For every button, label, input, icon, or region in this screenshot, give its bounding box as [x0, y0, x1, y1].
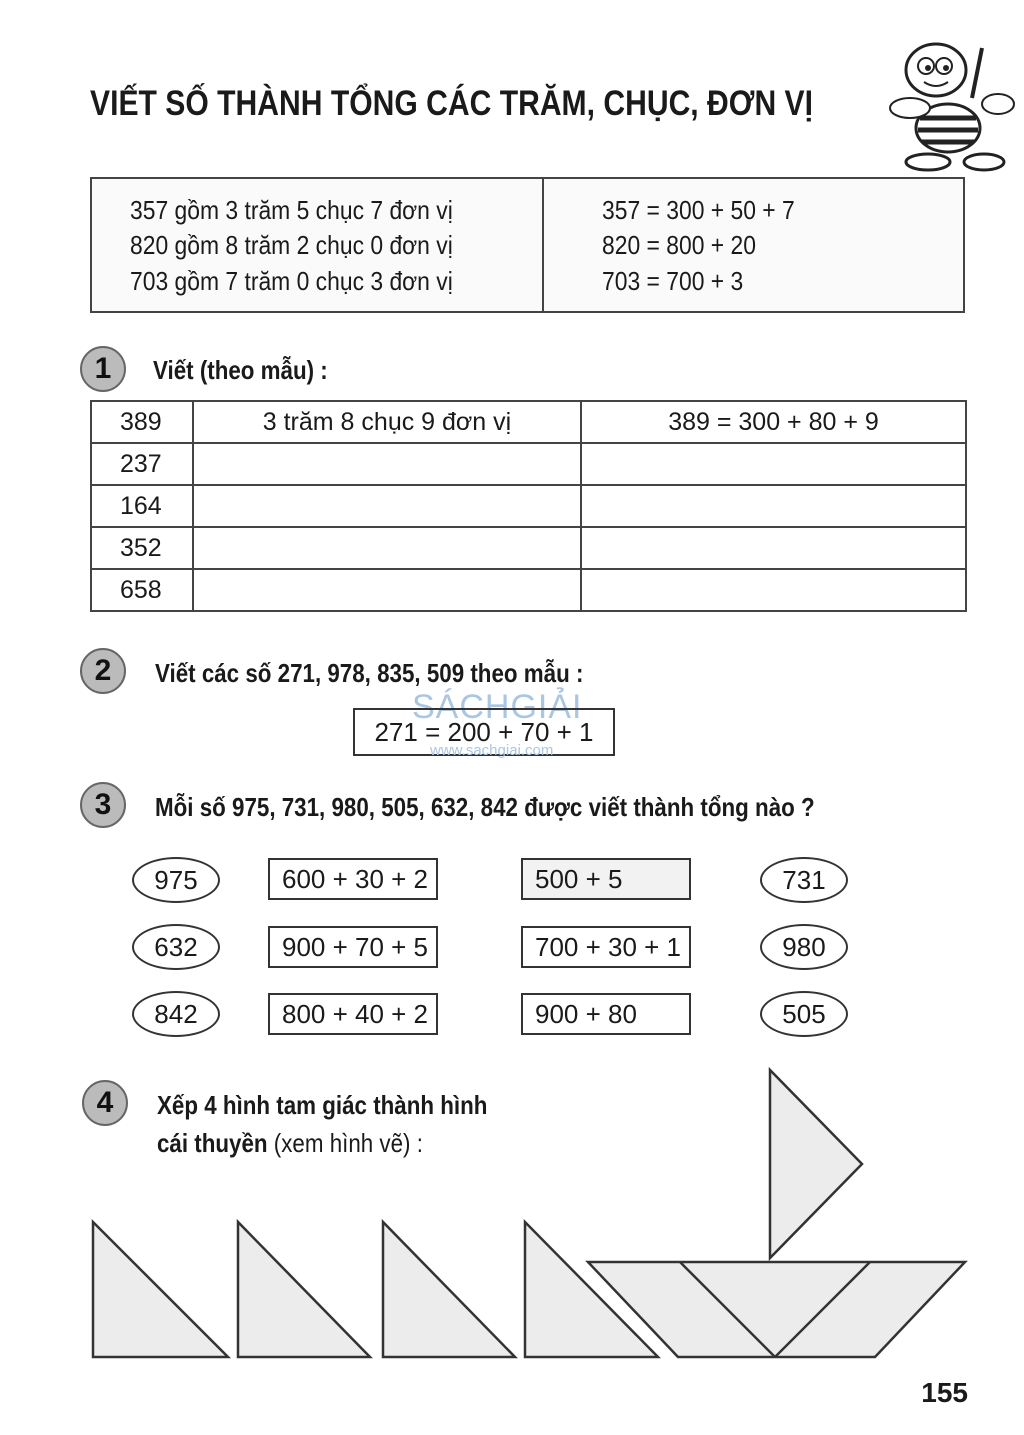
page-title: VIẾT SỐ THÀNH TỔNG CÁC TRĂM, CHỤC, ĐƠN VỊ [90, 84, 813, 123]
watermark-url: www.sachgiai.com [430, 742, 554, 759]
page-number: 155 [921, 1377, 968, 1408]
number-oval[interactable]: 731 [760, 857, 848, 903]
table-row [91, 569, 966, 611]
watermark-brand: SÁCHGIẢI [412, 688, 583, 726]
sum-box[interactable]: 500 + 5 [521, 858, 691, 900]
boat-sail [770, 1070, 862, 1258]
sample-left-line: 820 gồm 8 trăm 2 chục 0 đơn vị [130, 230, 453, 260]
table-cell-words[interactable] [193, 485, 581, 527]
table-cell-sum: 389 = 300 + 80 + 9 [581, 401, 966, 443]
table-cell-sum[interactable] [581, 569, 966, 611]
question-number-badge: 1 [80, 346, 126, 392]
sample-right-line: 820 = 800 + 20 [602, 230, 756, 260]
sum-box[interactable]: 800 + 40 + 2 [268, 993, 438, 1035]
triangle-piece[interactable] [383, 1222, 515, 1357]
sample-left-line: 357 gồm 3 trăm 5 chục 7 đơn vị [130, 195, 453, 225]
table-cell-number: 237 [91, 443, 193, 485]
table-cell-words[interactable] [193, 569, 581, 611]
table-cell-sum[interactable] [581, 527, 966, 569]
triangle-piece[interactable] [93, 1222, 228, 1357]
sample-right-line: 357 = 300 + 50 + 7 [602, 195, 795, 225]
number-oval[interactable]: 842 [132, 991, 220, 1037]
table-row [91, 485, 966, 527]
question-1-table [90, 400, 967, 612]
table-cell-words[interactable] [193, 443, 581, 485]
boat-word: cái thuyền [157, 1128, 268, 1158]
table-cell-words[interactable] [193, 527, 581, 569]
question-2-example-box: 271 = 200 + 70 + 1 [353, 708, 615, 756]
table-cell-sum[interactable] [581, 485, 966, 527]
sample-left-line: 703 gồm 7 trăm 0 chục 3 đơn vị [130, 266, 453, 296]
number-oval[interactable]: 632 [132, 924, 220, 970]
table-cell-number: 164 [91, 485, 193, 527]
bee-mascot-icon [888, 38, 1018, 178]
sample-box [90, 177, 965, 313]
question-4-text-line1: Xếp 4 hình tam giác thành hình [157, 1090, 488, 1120]
question-1-text: Viết (theo mẫu) : [153, 355, 328, 385]
table-row [91, 443, 966, 485]
table-cell-words: 3 trăm 8 chục 9 đơn vị [193, 401, 581, 443]
table-row [91, 401, 966, 443]
question-number-badge: 2 [80, 648, 126, 694]
number-oval[interactable]: 980 [760, 924, 848, 970]
table-cell-number: 658 [91, 569, 193, 611]
sum-box[interactable]: 900 + 80 [521, 993, 691, 1035]
question-4-text-rest: (xem hình vẽ) : [267, 1128, 423, 1158]
question-number-badge: 4 [82, 1080, 128, 1126]
table-cell-sum[interactable] [581, 443, 966, 485]
question-3-text: Mỗi số 975, 731, 980, 505, 632, 842 được viết thành tổng nào ? [155, 792, 815, 822]
table-row [91, 527, 966, 569]
table-cell-number: 352 [91, 527, 193, 569]
sum-box[interactable]: 600 + 30 + 2 [268, 858, 438, 900]
question-number-badge: 3 [80, 782, 126, 828]
number-oval[interactable]: 505 [760, 991, 848, 1037]
sample-right-line: 703 = 700 + 3 [602, 266, 744, 296]
table-cell-number: 389 [91, 401, 193, 443]
question-2-text: Viết các số 271, 978, 835, 509 theo mẫu : [155, 658, 584, 688]
sum-box[interactable]: 700 + 30 + 1 [521, 926, 691, 968]
triangle-piece[interactable] [238, 1222, 370, 1357]
sum-box[interactable]: 900 + 70 + 5 [268, 926, 438, 968]
triangle-pieces-figure [0, 1060, 1024, 1370]
number-oval[interactable]: 975 [132, 857, 220, 903]
